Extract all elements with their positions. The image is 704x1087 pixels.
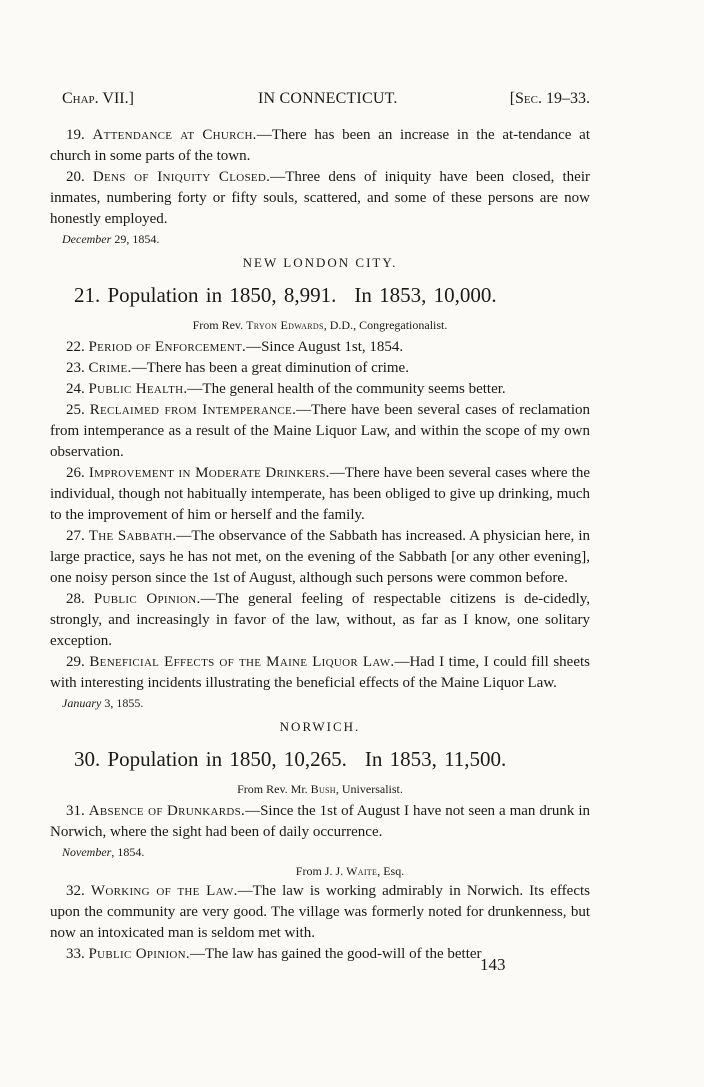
- section-heading: Crime.: [88, 360, 132, 376]
- section-heading: Public Opinion.: [88, 946, 190, 962]
- letter-date: December 29, 1854.: [62, 232, 160, 246]
- section-29: 29. Beneficial Effects of the Maine Liquor Law.—Had I time, I could fill sheets with interesting incidents illustrating the beneficial effects of the Maine Liquor Law.: [50, 654, 591, 691]
- section-heading: The Sabbath.: [88, 528, 177, 544]
- section-19: 19. Attendance at Church.—There has been an increase in the at-tendance at church in some parts of the town.: [50, 127, 590, 164]
- section-heading: Public Health.: [88, 381, 188, 397]
- population-line-norwich: 30. Population in 1850, 10,265. In 1853, 11,500.: [74, 747, 507, 771]
- section-24: 24. Public Health.—The general health of the community seems better.: [66, 381, 506, 397]
- place-heading-new-london: NEW LONDON CITY.: [242, 255, 398, 270]
- page-body: [50, 125, 590, 965]
- section-heading: Working of the Law.: [90, 883, 238, 899]
- section-32: 32. Working of the Law.—The law is working admirably in Norwich. Its effects upon the community are very good. The village was formerly noted for drunkenness, but now an intoxicated man is seldom met with.: [50, 883, 591, 941]
- source-attribution: From Rev. Mr. Bush, Universalist.: [237, 782, 403, 796]
- section-28: 28. Public Opinion.—The general feeling of respectable citizens is de-cidedly, strongly, and increasingly in favor of the law, without, as far as I know, one solitary exception.: [50, 591, 591, 649]
- source-attribution: From Rev. Tryon Edwards, D.D., Congregationalist.: [192, 318, 448, 332]
- running-header: [62, 90, 590, 110]
- section-heading: Attendance at Church.: [92, 127, 257, 143]
- section-23: 23. Crime.—There has been a great diminution of crime.: [66, 360, 409, 376]
- section-33: 33. Public Opinion.—The law has gained the good-will of the better: [66, 946, 482, 962]
- source-attribution: From J. J. Waite, Esq.: [295, 864, 405, 878]
- section-heading: Dens of Iniquity Closed.: [92, 169, 271, 185]
- section-heading: Absence of Drunkards.: [88, 803, 246, 819]
- section-27: 27. The Sabbath.—The observance of the Sabbath has increased. A physician here, in large practice, says he has not met, on the evening of the Sabbath [or any other evening], one noisy person since the 1st of August, although such persons were common before.: [50, 528, 591, 586]
- section-heading: Period of Enforcement.: [88, 339, 247, 355]
- page-number: 143: [480, 955, 506, 974]
- header-title: IN CONNECTICUT.: [258, 90, 398, 107]
- header-chapter: Chap. VII.]: [62, 90, 134, 107]
- section-heading: Beneficial Effects of the Maine Liquor Law.: [89, 654, 395, 670]
- section-25: 25. Reclaimed from Intemperance.—There have been several cases of reclamation from intemperance as a result of the Maine Liquor Law, and within the scope of my own observation.: [50, 402, 590, 460]
- section-22: 22. Period of Enforcement.—Since August 1st, 1854.: [66, 339, 404, 355]
- section-26: 26. Improvement in Moderate Drinkers.—There have been several cases where the individual, though not habitually intemperate, has been obliged to give up drinking, much to the improvement of him or herself and the family.: [50, 465, 590, 523]
- section-heading: Improvement in Moderate Drinkers.: [88, 465, 330, 481]
- population-line-new-london: 21. Population in 1850, 8,991. In 1853, 10,000.: [74, 283, 497, 307]
- section-31: 31. Absence of Drunkards.—Since the 1st of August I have not seen a man drunk in Norwich, where the sight had been of daily occurrence.: [50, 803, 591, 840]
- section-heading: Public Opinion.: [93, 591, 201, 607]
- letter-date: November, 1854.: [62, 845, 145, 859]
- section-20: 20. Dens of Iniquity Closed.—Three dens of iniquity have been closed, their inmates, numbering forty or fifty souls, scattered, and some of these persons are now honestly employed.: [50, 169, 590, 227]
- section-heading: Reclaimed from Intemperance.: [89, 402, 297, 418]
- letter-date: January 3, 1855.: [62, 696, 144, 710]
- place-heading-norwich: NORWICH.: [279, 719, 361, 734]
- header-section-range: [Sec. 19–33.: [509, 90, 590, 107]
